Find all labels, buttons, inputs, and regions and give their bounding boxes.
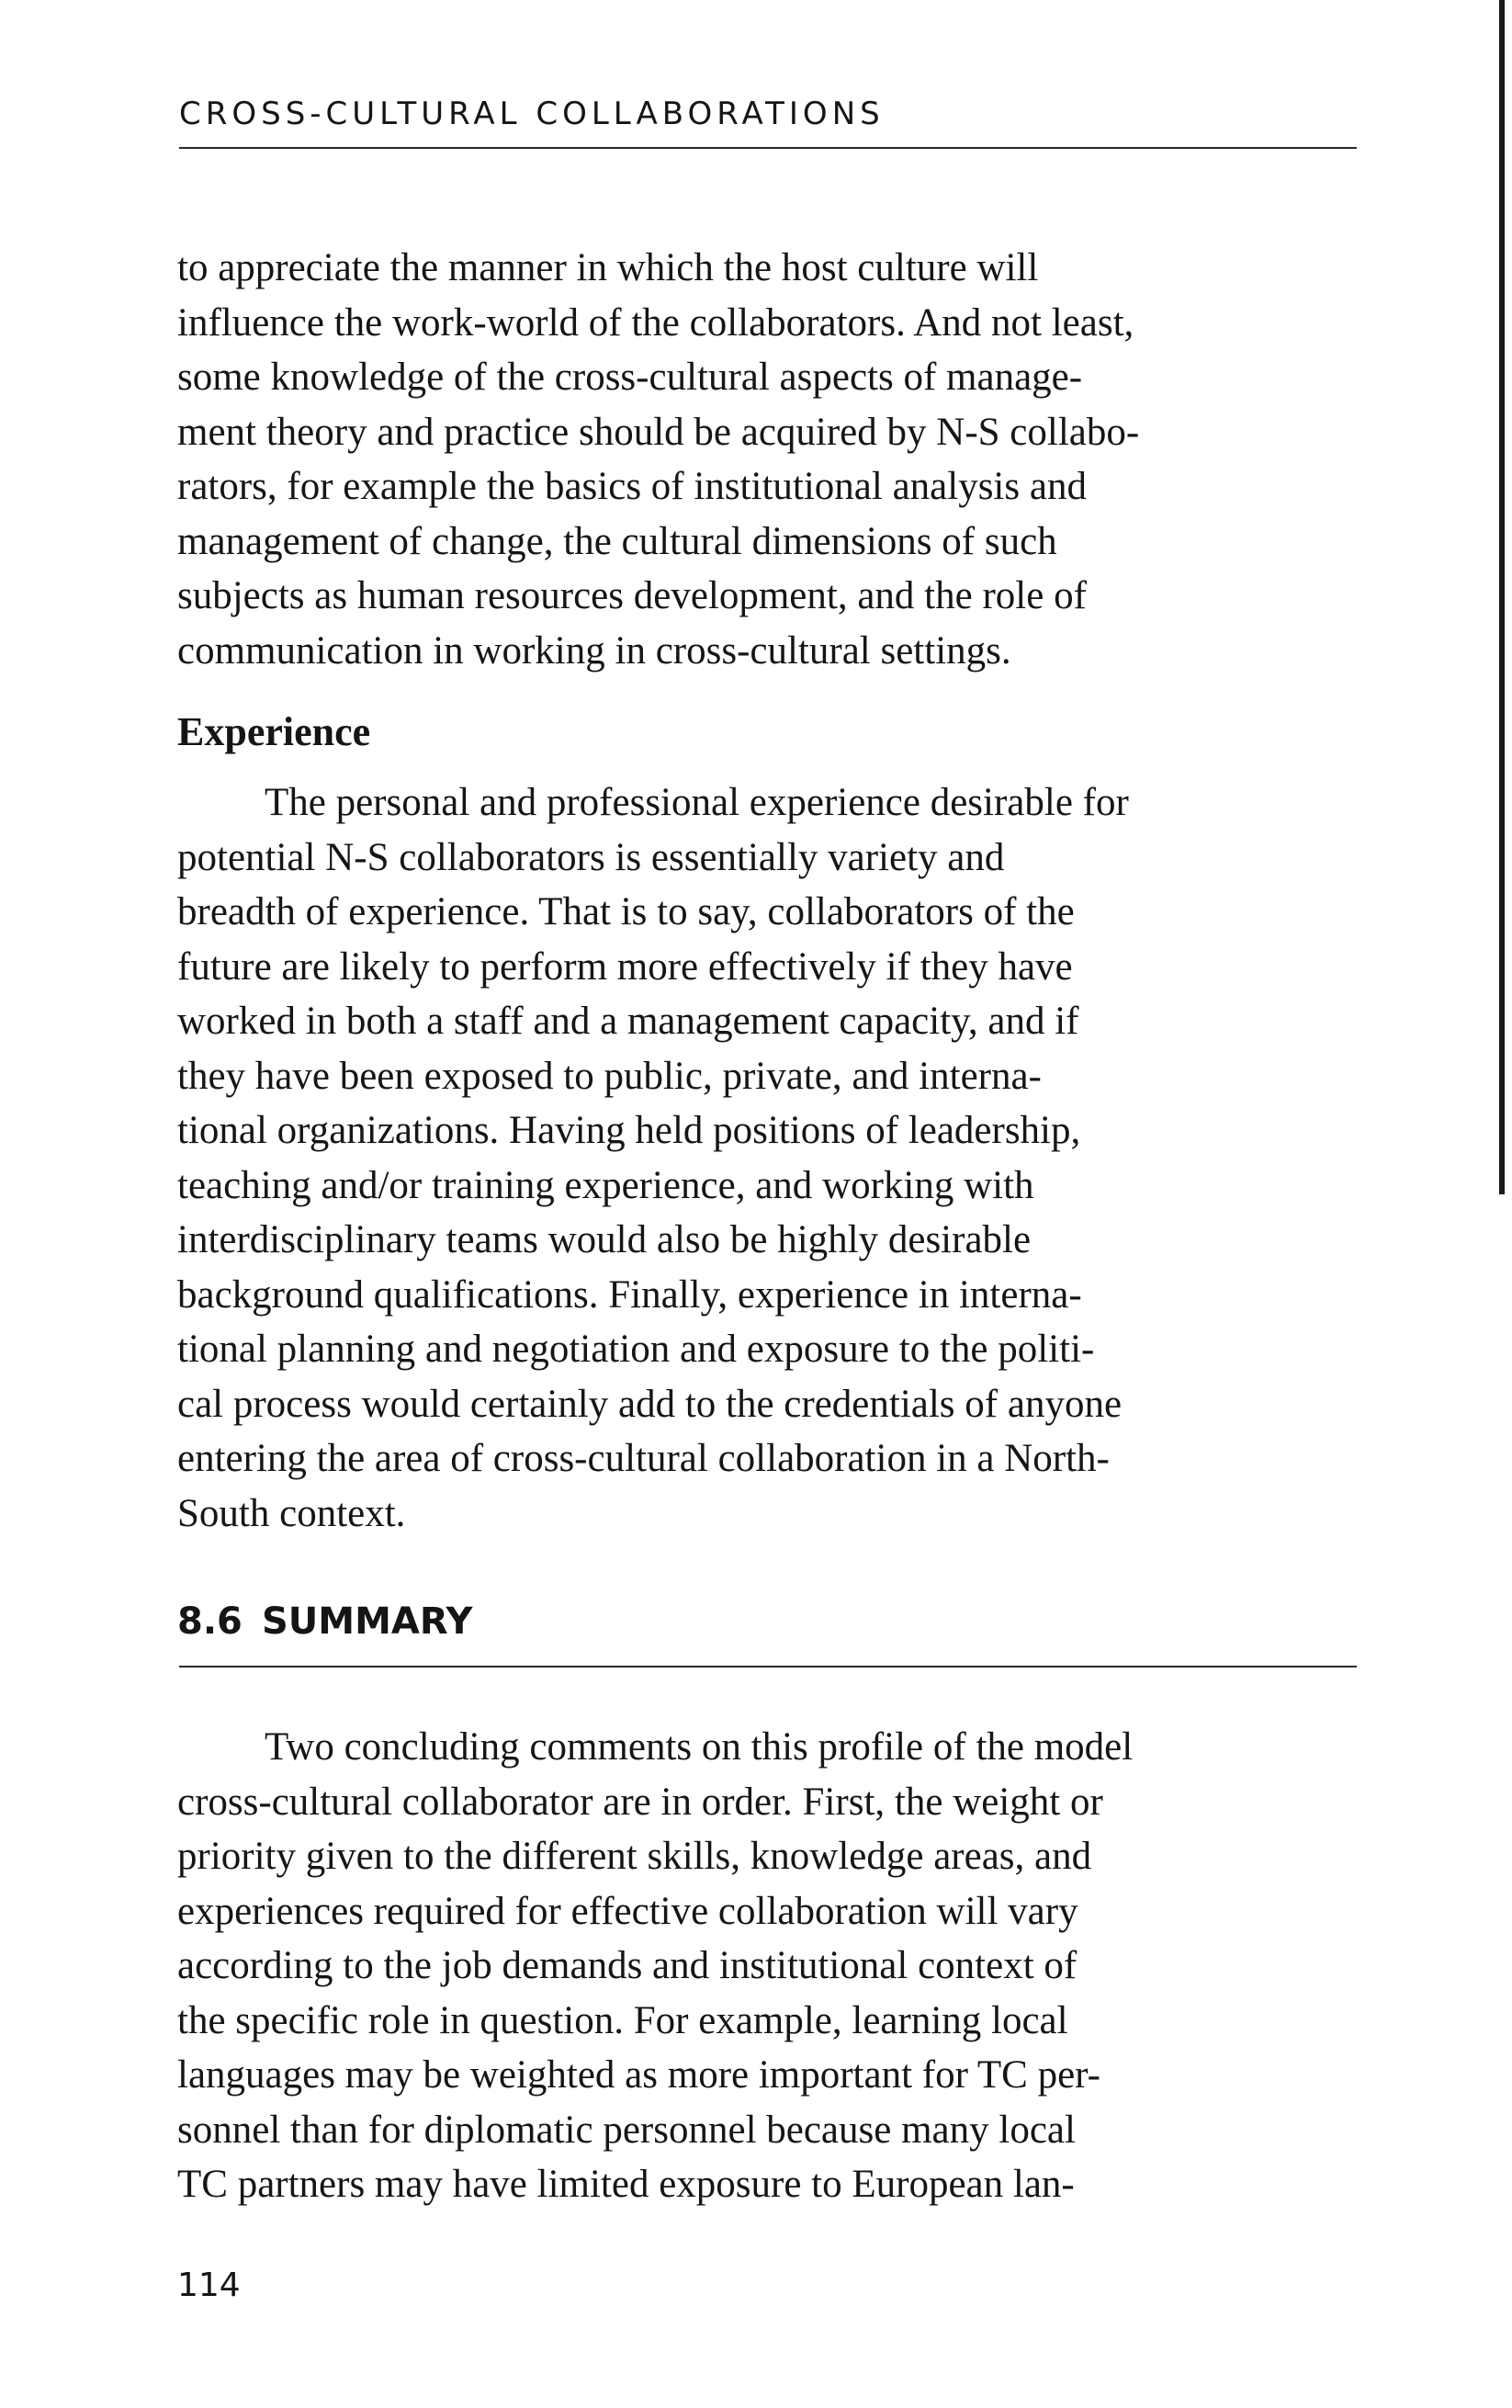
section-heading xyxy=(177,1594,472,1649)
text-line: they have been exposed to public, private, and interna- xyxy=(177,1054,1042,1098)
text-line: tional organizations. Having held positions of leadership, xyxy=(177,1109,1081,1152)
text-line: teaching and/or training experience, and working with xyxy=(177,1163,1034,1207)
text-line: TC partners may have limited exposure to European lan- xyxy=(177,2163,1075,2206)
section-rule xyxy=(179,1666,1357,1668)
text-line: breadth of experience. That is to say, collaborators of the xyxy=(177,890,1075,933)
text-line: subjects as human resources development, and the role of xyxy=(177,574,1087,617)
paragraph-experience xyxy=(177,775,1371,1541)
text-line: tional planning and negotiation and exposure to the politi- xyxy=(177,1328,1095,1371)
text-line: cross-cultural collaborator are in order. First, the weight or xyxy=(177,1780,1103,1824)
text-line: interdisciplinary teams would also be highly desirable xyxy=(177,1218,1032,1261)
text-line: South context. xyxy=(177,1491,406,1535)
text-line: worked in both a staff and a management capacity, and if xyxy=(177,1000,1079,1043)
scan-edge-shadow xyxy=(1499,0,1505,1194)
text-line: potential N-S collaborators is essentially variety and xyxy=(177,835,1005,879)
text-line: Two concluding comments on this profile of the model xyxy=(265,1725,1134,1769)
section-title: SUMMARY xyxy=(262,1600,473,1643)
text-line: influence the work-world of the collaborators. And not least, xyxy=(177,300,1134,345)
paragraph-continued xyxy=(177,241,1371,678)
text-line: some knowledge of the cross-cultural aspects of manage- xyxy=(177,356,1083,399)
section-number: 8.6 xyxy=(177,1600,243,1643)
text-line: sonnel than for diplomatic personnel because many local xyxy=(177,2108,1076,2152)
text-line: experiences required for effective collaboration will vary xyxy=(177,1889,1078,1933)
header-rule xyxy=(179,147,1357,149)
text-line: The personal and professional experience desirable for xyxy=(265,781,1129,824)
page-number: 114 xyxy=(177,2267,241,2304)
text-line: ment theory and practice should be acquired by N-S collabo- xyxy=(177,410,1140,454)
text-line: according to the job demands and institutional context of xyxy=(177,1944,1078,1987)
text-line: to appreciate the manner in which the host culture will xyxy=(177,246,1039,289)
text-line: entering the area of cross-cultural collaboration in a North- xyxy=(177,1437,1110,1480)
text-line: the specific role in question. For example, learning local xyxy=(177,1998,1068,2042)
text-line: languages may be weighted as more important for TC per- xyxy=(177,2053,1100,2097)
subheading-experience: Experience xyxy=(177,709,371,754)
text-line: priority given to the different skills, knowledge areas, and xyxy=(177,1835,1092,1878)
text-line: management of change, the cultural dimensions of such xyxy=(177,519,1057,563)
text-line: communication in working in cross-cultural settings. xyxy=(177,628,1011,673)
paragraph-summary xyxy=(177,1720,1371,2212)
running-head: CROSS-CULTURAL COLLABORATIONS xyxy=(179,96,885,132)
text-line: cal process would certainly add to the credentials of anyone xyxy=(177,1382,1123,1426)
text-line: future are likely to perform more effectively if they have xyxy=(177,944,1073,989)
text-line: rators, for example the basics of institutional analysis and xyxy=(177,465,1087,508)
text-line: background qualifications. Finally, experience in interna- xyxy=(177,1272,1082,1317)
